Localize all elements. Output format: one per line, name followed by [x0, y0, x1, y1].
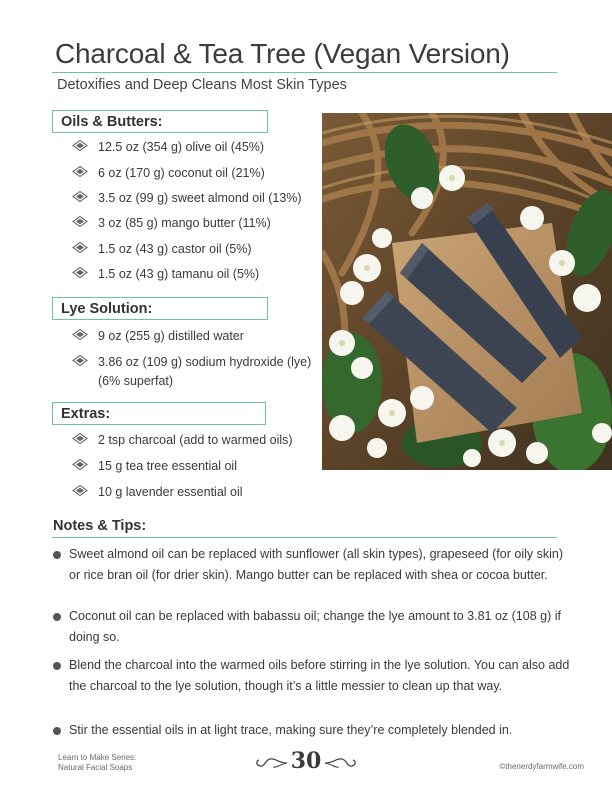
ingredient-text: 2 tsp charcoal (add to warmed oils) — [98, 433, 293, 447]
diamond-bullet-icon — [72, 355, 88, 366]
ingredient-item — [72, 353, 313, 391]
ingredient-text: 10 g lavender essential oil — [98, 485, 243, 499]
ingredient-text: 6 oz (170 g) coconut oil (21%) — [98, 166, 265, 180]
diamond-bullet-icon — [72, 329, 88, 340]
ingredient-text: 1.5 oz (43 g) tamanu oil (5%) — [98, 267, 260, 281]
soap-photo — [322, 113, 612, 470]
series-line-1: Learn to Make Series: — [58, 753, 137, 762]
notes-divider — [52, 537, 557, 538]
diamond-bullet-icon — [72, 166, 88, 177]
lye-solution-heading: Lye Solution: — [52, 297, 268, 320]
note-text: Coconut oil can be replaced with babassu oil; change the lye amount to 3.81 oz (108 g) if doing so. — [69, 609, 561, 644]
note-item — [53, 606, 573, 648]
ingredient-item — [72, 265, 259, 283]
notes-heading: Notes & Tips: — [53, 518, 147, 534]
ingredient-item — [72, 214, 271, 232]
diamond-bullet-icon — [72, 191, 88, 202]
page-number-text: 30 — [290, 748, 322, 774]
diamond-bullet-icon — [72, 242, 88, 253]
diamond-bullet-icon — [72, 140, 88, 151]
note-item — [53, 720, 573, 741]
bullet-dot-icon — [53, 551, 61, 559]
page-title: Charcoal & Tea Tree (Vegan Version) — [55, 38, 510, 69]
ingredient-text: 1.5 oz (43 g) castor oil (5%) — [98, 242, 252, 256]
note-text: Sweet almond oil can be replaced with sunflower (all skin types), grapeseed (for oily skin) or rice bran oil (for drier skin). Mango butter can be replaced with shea or cocoa butter. — [69, 547, 563, 582]
diamond-bullet-icon — [72, 267, 88, 278]
ingredient-text: 3.86 oz (109 g) sodium hydroxide (lye) (6% superfat) — [98, 355, 312, 388]
site-credit: ©thenerdyfarmwife.com — [499, 762, 584, 771]
extras-heading: Extras: — [52, 402, 266, 425]
ingredient-item — [72, 483, 243, 501]
diamond-bullet-icon — [72, 433, 88, 444]
ingredient-item — [72, 138, 264, 156]
ingredient-item — [72, 189, 302, 207]
series-label — [58, 753, 136, 773]
bullet-dot-icon — [53, 613, 61, 621]
diamond-bullet-icon — [72, 216, 88, 227]
ingredient-item — [72, 327, 244, 345]
title-divider — [52, 72, 557, 73]
ingredient-item — [72, 431, 293, 449]
ingredient-item — [72, 457, 237, 475]
ingredient-text: 3 oz (85 g) mango butter (11%) — [98, 216, 271, 230]
ingredient-text: 15 g tea tree essential oil — [98, 459, 237, 473]
page-subtitle: Detoxifies and Deep Cleans Most Skin Types — [57, 77, 347, 93]
oils-butters-heading: Oils & Butters: — [52, 110, 268, 133]
note-text: Stir the essential oils in at light trace, making sure they’re completely blended in. — [69, 723, 513, 737]
ingredient-item — [72, 240, 252, 258]
note-text: Blend the charcoal into the warmed oils before stirring in the lye solution. You can also add the charcoal to the lye solution, though it’s a little messier to clean up that way. — [69, 658, 570, 693]
ingredient-item — [72, 164, 265, 182]
ingredient-text: 9 oz (255 g) distilled water — [98, 329, 244, 343]
ingredient-text: 3.5 oz (99 g) sweet almond oil (13%) — [98, 191, 302, 205]
bullet-dot-icon — [53, 727, 61, 735]
ingredient-text: 12.5 oz (354 g) olive oil (45%) — [98, 140, 265, 154]
soap-photo-illustration — [322, 113, 612, 470]
note-item — [53, 544, 573, 586]
note-item — [53, 655, 573, 697]
right-flourish-icon — [324, 756, 358, 770]
bullet-dot-icon — [53, 662, 61, 670]
series-line-2: Natural Facial Soaps — [58, 763, 133, 772]
diamond-bullet-icon — [72, 485, 88, 496]
diamond-bullet-icon — [72, 459, 88, 470]
